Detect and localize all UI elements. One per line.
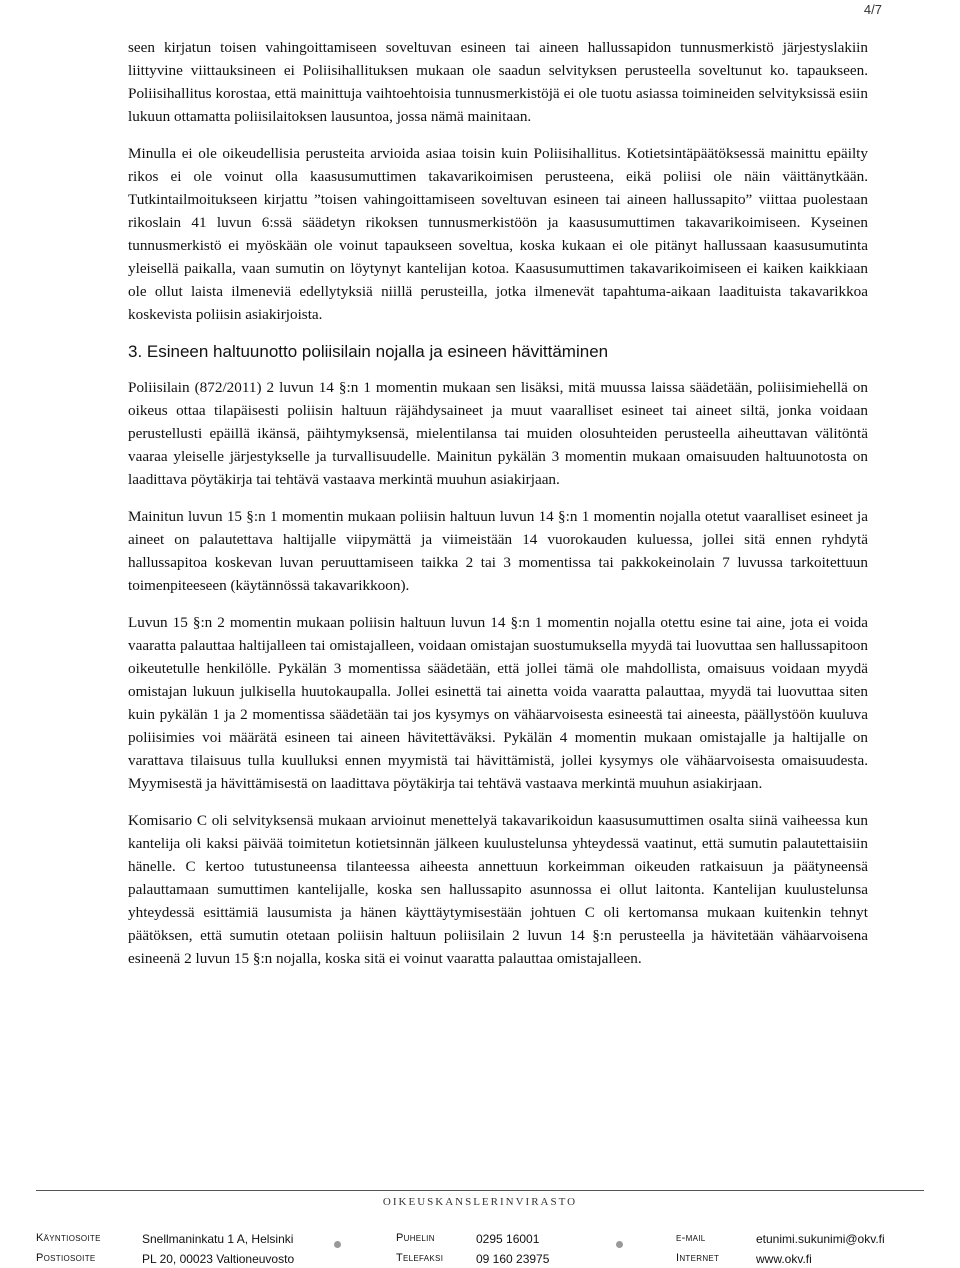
- postal-address-value: PL 20, 00023 Valtioneuvosto: [142, 1252, 295, 1266]
- page-footer: [0, 1190, 960, 1267]
- paragraph: Minulla ei ole oikeudellisia perusteita arvioida asiaa toisin kuin Poliisihallitus. Kotietsintäpäätöksessä mainittu epäilty rikos ei ole voinut olla kaasusumuttimen takavarikoimisen perusteena, eikä poliisi ole näin väittänytkään. Tutkintailmoitukseen kirjattu ”toisen vahingoittamiseen soveltuvan esineen tai aineen hallussapito” viittaa puolestaan rikoslain 41 luvun 6:ssä säädetyn rikoksen tunnusmerkistöön ja kaasusumuttimen takavarikoimiseen. Kyseinen tunnusmerkistö ei myöskään ole voinut tapaukseen soveltua, koska kukaan ei ole pitänyt hallussaan kaasusumutinta yleisellä paikalla, vaan sumutin on löytynyt kantelijan kotoa. Kaasusumuttimen takavarikoimiseen ei kaiken kaikkiaan ole ollut laista ilmeneviä edellytyksiä niillä perusteilla, jotka ilmenevät tapahtuma-aikaan laadituista takavarikkoa koskevista poliisin asiakirjoista.: [128, 145, 868, 323]
- paragraph: Luvun 15 §:n 2 momentin mukaan poliisin haltuun luvun 14 §:n 1 momentin nojalla otettu esine tai aine, jota ei voida vaaratta palauttaa haltijalleen tai omistajalleen, voidaan omistajan suostumuksella myydä tai luovuttaa sen hallussapitoon oikeutetulle henkilölle. Pykälän 3 momentissa säädetään, että jollei tämä ole mahdollista, omaisuus voidaan myydä omistajan lukuun julkisella huutokaupalla. Jollei esinettä tai ainetta voida vaaratta palauttaa, myydä tai luovuttaa siten kuin pykälän 1 ja 2 momentissa säädetään tai jos kysymys on vähäarvoisesta esineestä tai aineesta, päällystöön kuuluva poliisimies voi määrätä esineen tai aineen hävitettäväksi. Pykälän 4 momentin mukaan omistajalle ja haltijalle on varattava tilaisuus tulla kuulluksi ennen myymistä tai hävittämistä, jollei kysymys ole vähäarvoisesta omaisuudesta. Myymisestä ja hävittämisestä on laadittava pöytäkirja tai tehtävä vastaava merkintä muuhun asiakirjaan.: [128, 614, 868, 792]
- internet-label: Internet: [676, 1252, 720, 1264]
- email-label: e-mail: [676, 1232, 706, 1244]
- internet-value[interactable]: www.okv.fi: [756, 1252, 812, 1266]
- footer-organization: OIKEUSKANSLERINVIRASTO: [382, 1196, 578, 1208]
- paragraph: seen kirjatun toisen vahingoittamiseen soveltuvan esineen tai aineen hallussapidon tunnusmerkistö järjestyslakiin liittyvine viittauksineen ei Poliisihallituksen mukaan ole saadun selvityksen perusteella soveltunut ko. tapaukseen. Poliisihallitus korostaa, että mainittuja vaihtoehtoisia tunnusmerkistöjä ei ole tuotu asiassa toimineiden selvityksissä esiin lukuun ottamatta poliisilaitoksen lausuntoa, jossa nämä mainitaan.: [128, 39, 868, 125]
- section-heading: 3. Esineen haltuunotto poliisilain nojalla ja esineen hävittäminen: [128, 342, 609, 361]
- paragraph: Komisario C oli selvityksensä mukaan arvioinut menettelyä takavarikoidun kaasusumuttimen osalta siinä vaiheessa kun kantelija oli kaksi päivää toimitetun kotietsinnän jälkeen kuulustelunsa yhteydessä vaatinut, että sumutin palautettaisiin hänelle. C kertoo tutustuneensa tilanteessa aiheesta annettuun korkeimman oikeuden ratkaisuun ja päätyneensä palauttamaan sumuttimen kantelijalle, koska sen hallussapito asunnossa ei ollut laitonta. Kantelijan kuulustelunsa yhteydessä esittämiä lausumista ja hänen käyttäytymisestään johtuen C oli kertomansa mukaan kuitenkin tehnyt päätöksen, että sumutin otetaan poliisin haltuun poliisilain 2 luvun 14 §:n perusteella ja hävitetään vähäarvoisena esineenä 2 luvun 15 §:n nojalla, koska sitä ei voinut vaaratta palauttaa omistajalleen.: [128, 812, 868, 967]
- document-body: [128, 36, 868, 984]
- page-number: 4/7: [863, 2, 882, 17]
- phone-value: 0295 16001: [476, 1232, 540, 1246]
- paragraph: Mainitun luvun 15 §:n 1 momentin mukaan poliisin haltuun luvun 14 §:n 1 momentin nojalla otetut vaaralliset esineet ja aineet on palautettava haltijalle viipymättä ja viimeistään 14 vuorokauden kuluessa, jollei sitä ennen ryhdytä hallussapitoa koskevan luvan peruuttamiseen taikka 2 tai 3 momentissa tai pakkokeinolain 7 luvussa tarkoitettuun toimenpiteeseen (käytännössä takavarikkoon).: [128, 508, 868, 594]
- visit-address-label: Käyntiosoite: [36, 1232, 101, 1244]
- phone-label: Puhelin: [396, 1232, 435, 1244]
- footer-row-visit: [36, 1232, 926, 1248]
- email-value[interactable]: etunimi.sukunimi@okv.fi: [756, 1232, 885, 1246]
- paragraph: Poliisilain (872/2011) 2 luvun 14 §:n 1 momentin mukaan sen lisäksi, mitä muussa laissa säädetään, poliisimiehellä on oikeus ottaa tilapäisesti poliisin haltuun räjähdysaineet ja muut vaaralliset esineet tai aineet siltä, jonka voidaan perustellusti epäillä ikänsä, päihtymyksensä, mielentilansa tai muiden olosuhteiden perusteella aiheuttavan välitöntä vaaraa yleiselle järjestykselle ja turvallisuudelle. Mainitun pykälän 3 momentin mukaan omaisuuden haltuunotosta on laadittava pöytäkirja tai tehtävä vastaava merkintä muuhun asiakirjaan.: [128, 379, 868, 488]
- fax-value: 09 160 23975: [476, 1252, 550, 1266]
- fax-label: Telefaksi: [396, 1252, 444, 1264]
- visit-address-value: Snellmaninkatu 1 A, Helsinki: [142, 1232, 294, 1246]
- postal-address-label: Postiosoite: [36, 1252, 96, 1264]
- footer-row-post: [36, 1252, 926, 1268]
- footer-divider: [36, 1190, 924, 1191]
